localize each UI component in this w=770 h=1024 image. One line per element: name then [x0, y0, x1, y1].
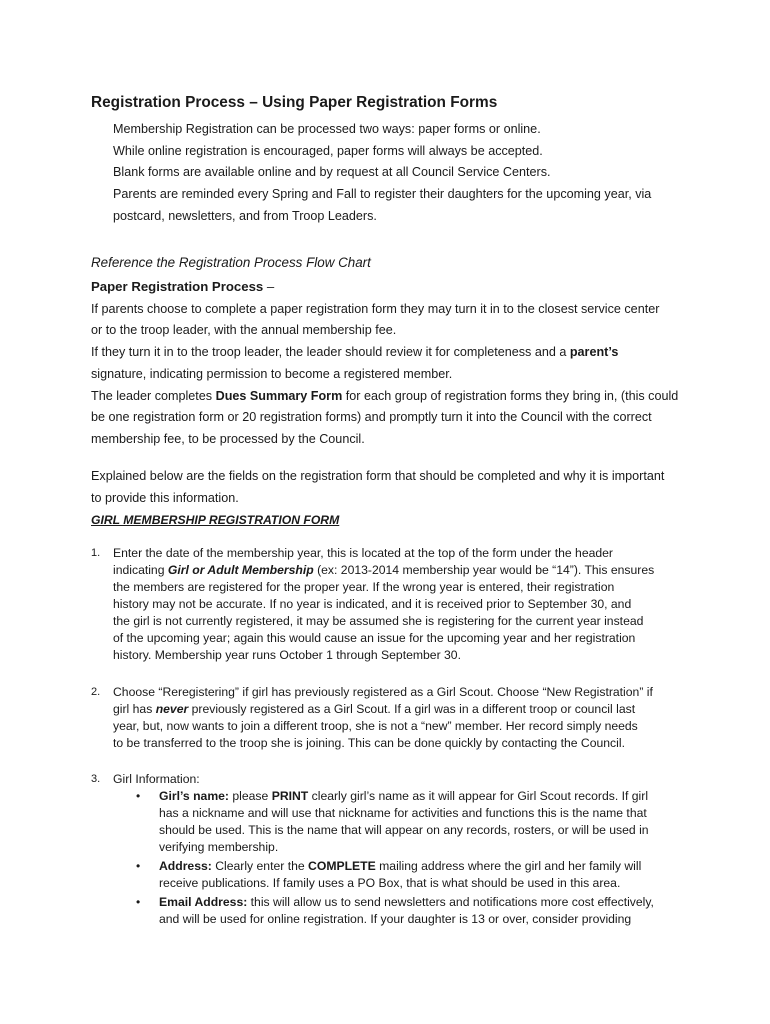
list-item-label: Girl Information:	[113, 772, 200, 786]
bullet-line	[159, 788, 648, 805]
intro-line: Blank forms are available online and by request at all Council Service Centers.	[113, 165, 551, 179]
paragraph-line: to provide this information.	[91, 491, 239, 505]
bold-text: Address:	[159, 859, 212, 873]
text-run: this will allow us to send newsletters and notifications more cost effectively,	[247, 895, 654, 909]
bullet-line	[159, 858, 641, 875]
list-number: 3.	[91, 773, 101, 785]
list-item-line: history. Membership year runs October 1 through September 30.	[113, 648, 461, 662]
bold-text: Email Address:	[159, 895, 248, 909]
list-item-line: Enter the date of the membership year, this is located at the top of the form under the header	[113, 546, 613, 560]
text-run: mailing address where the girl and her family will	[375, 859, 642, 873]
form-heading: GIRL MEMBERSHIP REGISTRATION FORM	[91, 513, 340, 527]
list-item-line	[113, 562, 654, 579]
bullet-line: should be used. This is the name that will appear on any records, rosters, or will be used in	[159, 823, 649, 837]
paragraph-line	[91, 344, 618, 361]
bullet-icon: •	[136, 859, 141, 873]
bold-text: COMPLETE	[308, 859, 376, 873]
paragraph-line: Explained below are the fields on the registration form that should be completed and why it is important	[91, 469, 665, 483]
list-item-line: the members are registered for the proper year. If the wrong year is entered, their registration	[113, 580, 615, 594]
text-run: clearly girl’s name as it will appear for Girl Scout records. If girl	[308, 789, 649, 803]
bold-text: PRINT	[271, 789, 309, 803]
text-run: for each group of registration forms they bring in, (this could	[342, 389, 679, 403]
bold-text: parent’s	[569, 345, 619, 359]
text-run: If they turn it in to the troop leader, the leader should review it for completeness and a	[91, 345, 570, 359]
bullet-line	[159, 894, 654, 911]
bullet-icon: •	[136, 789, 141, 803]
bullet-line: has a nickname and will use that nickname for activities and functions this is the name that	[159, 806, 647, 820]
paragraph-line	[91, 388, 678, 405]
page-title: Registration Process – Using Paper Registration Forms	[91, 94, 498, 111]
bold-italic-text: never	[155, 702, 189, 716]
list-number: 1.	[91, 547, 101, 559]
list-item-line: history may not be accurate. If no year is indicated, and it is received prior to September 30, and	[113, 597, 632, 611]
intro-line: While online registration is encouraged, paper forms will always be accepted.	[113, 144, 543, 158]
section-heading	[91, 278, 274, 295]
text-run: please	[229, 789, 272, 803]
bold-italic-text: Girl or Adult Membership	[167, 563, 314, 577]
intro-line: Parents are reminded every Spring and Fall to register their daughters for the upcoming year, via	[113, 187, 652, 201]
list-number: 2.	[91, 686, 101, 698]
list-item-line: Choose “Reregistering” if girl has previously registered as a Girl Scout. Choose “New Registration” if	[113, 685, 653, 699]
list-item-line	[113, 701, 635, 718]
bullet-line: verifying membership.	[159, 840, 279, 854]
paragraph-line: or to the troop leader, with the annual membership fee.	[91, 323, 397, 337]
flow-chart-reference: Reference the Registration Process Flow Chart	[91, 255, 371, 270]
intro-line: Membership Registration can be processed two ways: paper forms or online.	[113, 122, 541, 136]
section-heading-text: Paper Registration Process	[91, 279, 264, 294]
bullet-line: receive publications. If family uses a PO Box, that is what should be used in this area.	[159, 876, 621, 890]
text-run: Clearly enter the	[211, 859, 309, 873]
list-item-line: of the upcoming year; again this would cause an issue for the upcoming year and her registration	[113, 631, 636, 645]
text-run: girl has	[113, 702, 156, 716]
paragraph-line: If parents choose to complete a paper registration form they may turn it in to the closest service center	[91, 302, 660, 316]
list-item-line: to be transferred to the troop she is joining. This can be done quickly by contacting the Council.	[113, 736, 625, 750]
text-run: previously registered as a Girl Scout. If a girl was in a different troop or council last	[188, 702, 636, 716]
list-item-line: the girl is not currently registered, it may be assumed she is registering for the current year instead	[113, 614, 644, 628]
paragraph-line: be one registration form or 20 registration forms) and promptly turn it into the Council with the correct	[91, 410, 652, 424]
bullet-icon: •	[136, 895, 141, 909]
text-run: The leader completes	[91, 389, 216, 403]
section-heading-dash: –	[263, 279, 275, 294]
paragraph-line: membership fee, to be processed by the Council.	[91, 432, 365, 446]
intro-line: postcard, newsletters, and from Troop Leaders.	[113, 209, 377, 223]
paragraph-line: signature, indicating permission to become a registered member.	[91, 367, 453, 381]
bullet-line: and will be used for online registration. If your daughter is 13 or over, consider providing	[159, 912, 632, 926]
list-item-line: year, but, now wants to join a different troop, she is not a “new” member. Her record simply needs	[113, 719, 638, 733]
text-run: (ex: 2013-2014 membership year would be “14”). This ensures	[313, 563, 655, 577]
bold-text: Girl’s name:	[159, 789, 229, 803]
bold-text: Dues Summary Form	[215, 389, 343, 403]
text-run: indicating	[113, 563, 168, 577]
